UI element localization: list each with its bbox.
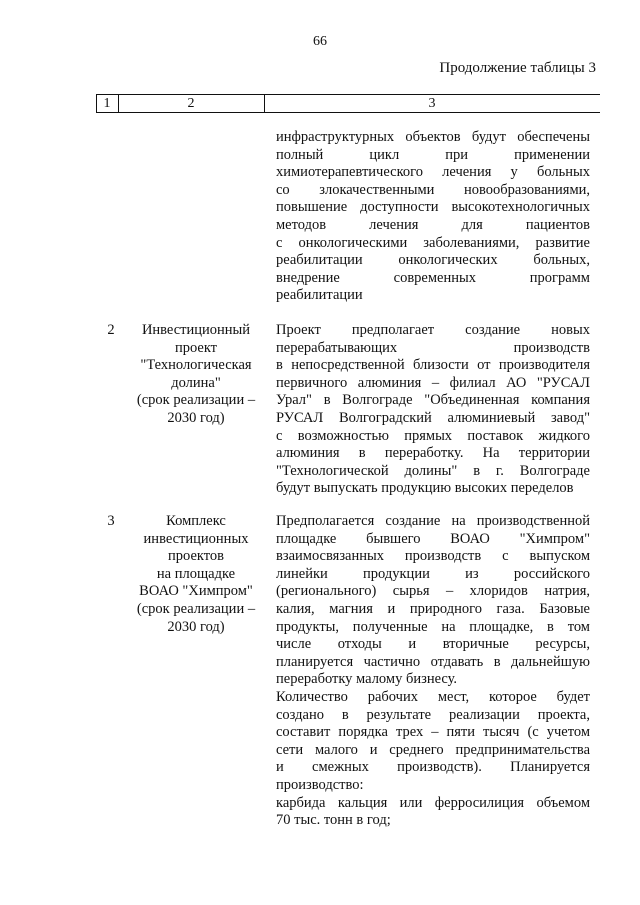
text-line: химиотерапевтического лечения у больных <box>276 164 590 181</box>
text-line: алюминия в переработку. На территории <box>276 445 590 462</box>
text-line: перерабатывающих производств <box>276 339 590 356</box>
text-line: Комплекс <box>166 513 226 529</box>
text-line: первичного алюминия – филиал АО "РУСАЛ <box>276 374 590 391</box>
text-line: планируется частично отдавать в дальнейшую <box>276 653 590 670</box>
text-line: 2030 год) <box>167 409 225 426</box>
text-line: "Технологическая <box>140 357 252 374</box>
row-3-number: 3 <box>107 513 115 529</box>
text-line: методов лечения для пациентов <box>276 216 590 233</box>
text-line: производство: <box>276 776 364 793</box>
table-header-col-1: 1 <box>103 96 111 111</box>
text-line: полный цикл при применении <box>276 146 590 163</box>
text-line: с возможностью прямых поставок жидкого <box>276 427 590 444</box>
text-line: долина" <box>171 374 221 391</box>
row-3-description <box>276 513 590 830</box>
text-line: реабилитации онкологических больных, <box>276 252 590 269</box>
text-line: Проект предполагает создание новых <box>276 322 590 338</box>
row-2-project-name <box>128 322 264 428</box>
text-line: Предполагается создание на производственной <box>276 513 590 529</box>
text-line: числе отходы и вторичные ресурсы, <box>276 636 590 653</box>
text-line: со злокачественными новообразованиями, <box>276 181 590 198</box>
text-line: площадке бывшего ВОАО "Химпром" <box>276 530 590 547</box>
row-2-number: 2 <box>107 322 115 338</box>
row-1-description <box>276 129 590 305</box>
text-line: на площадке <box>156 565 236 582</box>
text-line: внедрение современных программ <box>276 269 590 286</box>
table-header-row <box>96 94 600 113</box>
continuation-title: Продолжение таблицы 3 <box>439 60 596 76</box>
text-line: переработку малому бизнесу. <box>276 671 458 688</box>
text-line: карбида кальция или ферросилиция объемом <box>276 794 590 811</box>
text-line: создано в результате реализации проекта, <box>276 706 590 723</box>
page-number: 66 <box>313 34 327 49</box>
text-line: взаимосвязанных производств с выпуском <box>276 548 590 565</box>
text-line: повышение доступности высокотехнологичных <box>276 199 590 216</box>
text-line: (срок реализации – <box>136 392 256 409</box>
table-header-col-2: 2 <box>187 96 195 111</box>
text-line: "Технологической долины" в г. Волгограде <box>276 462 590 479</box>
text-line: 70 тыс. тонн в год; <box>276 812 391 829</box>
text-line: с онкологическими заболеваниями, развитие <box>276 234 590 251</box>
text-line: сети малого и среднего предпринимательства <box>276 741 590 758</box>
row-2-description <box>276 322 590 498</box>
text-line: Урал" в Волгограде "Объединенная компания <box>276 392 590 409</box>
text-line: (срок реализации – <box>136 600 256 617</box>
text-line: проект <box>174 339 218 356</box>
text-line: ВОАО "Химпром" <box>139 583 253 600</box>
text-line: РУСАЛ Волгоградский алюминиевый завод" <box>276 409 590 426</box>
text-line: Количество рабочих мест, которое будет <box>276 688 590 705</box>
text-line: составит порядка трех – пяти тысяч (с учетом <box>276 724 590 741</box>
text-line: линейки продукции из российского <box>276 565 590 582</box>
text-line: продукты, полученные на площадке, в том <box>276 618 590 635</box>
text-line: будут выпускать продукцию высоких переделов <box>276 480 574 497</box>
text-line: реабилитации <box>276 287 363 304</box>
table-header-col-3: 3 <box>428 96 436 111</box>
text-line: в непосредственной близости от производителя <box>276 357 590 374</box>
text-line: проектов <box>168 548 224 565</box>
text-line: инвестиционных <box>143 530 249 547</box>
text-line: Инвестиционный <box>141 322 251 338</box>
row-3-project-name <box>128 513 264 636</box>
text-line: 2030 год) <box>167 618 225 635</box>
text-line: инфраструктурных объектов будут обеспечены <box>276 129 590 145</box>
text-line: и смежных производств). Планируется <box>276 759 590 776</box>
text-line: (регионального) сырья – хлоридов натрия, <box>276 583 590 600</box>
text-line: калия, магния и природного газа. Базовые <box>276 600 590 617</box>
